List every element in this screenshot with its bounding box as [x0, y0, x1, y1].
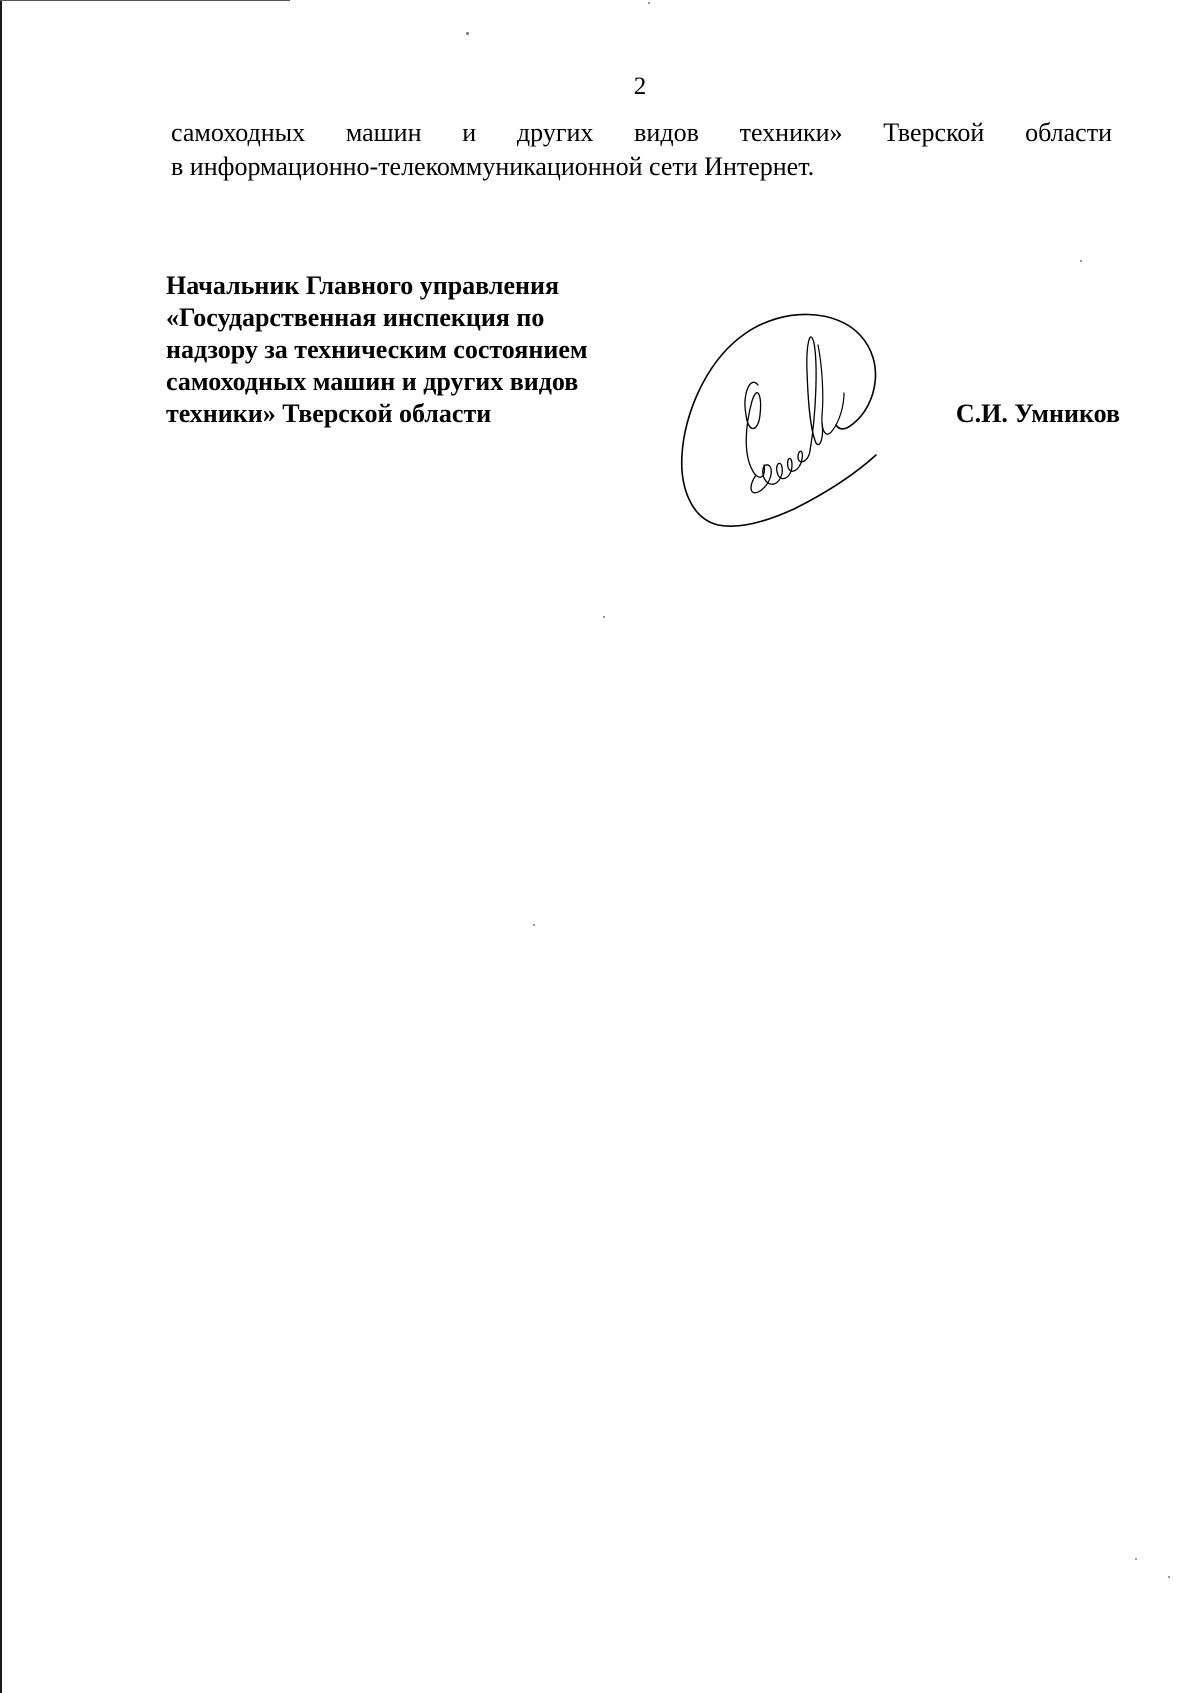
- signatory-title-line: техники» Тверской области: [166, 399, 492, 428]
- scan-speck: [603, 616, 605, 618]
- scan-speck: [1168, 1576, 1170, 1578]
- scan-speck: [648, 2, 650, 4]
- signatory-title-line: надзору за техническим состоянием: [166, 335, 588, 364]
- page-number: 2: [633, 73, 647, 100]
- signatory-title-line: Начальник Главного управления: [166, 271, 560, 300]
- body-line: в информационно-телекоммуникационной сети Интернет.: [171, 152, 815, 181]
- signatory-title: [166, 270, 666, 430]
- scan-edge: [0, 0, 2, 1693]
- scan-speck: [466, 32, 469, 35]
- scan-speck: [533, 924, 535, 926]
- signatory-title-line: самоходных машин и других видов: [166, 367, 579, 396]
- scan-speck: [1135, 1558, 1137, 1560]
- signatory-title-line: «Государственная инспекция по: [166, 303, 545, 332]
- scan-speck: [1080, 260, 1082, 262]
- body-paragraph: [171, 116, 1112, 184]
- body-line: самоходных машин и других видов техники» Тверской области: [171, 118, 1112, 147]
- handwritten-signature: [676, 305, 886, 535]
- scan-edge-top: [0, 0, 290, 1]
- signatory-name: С.И. Умников: [955, 399, 1120, 428]
